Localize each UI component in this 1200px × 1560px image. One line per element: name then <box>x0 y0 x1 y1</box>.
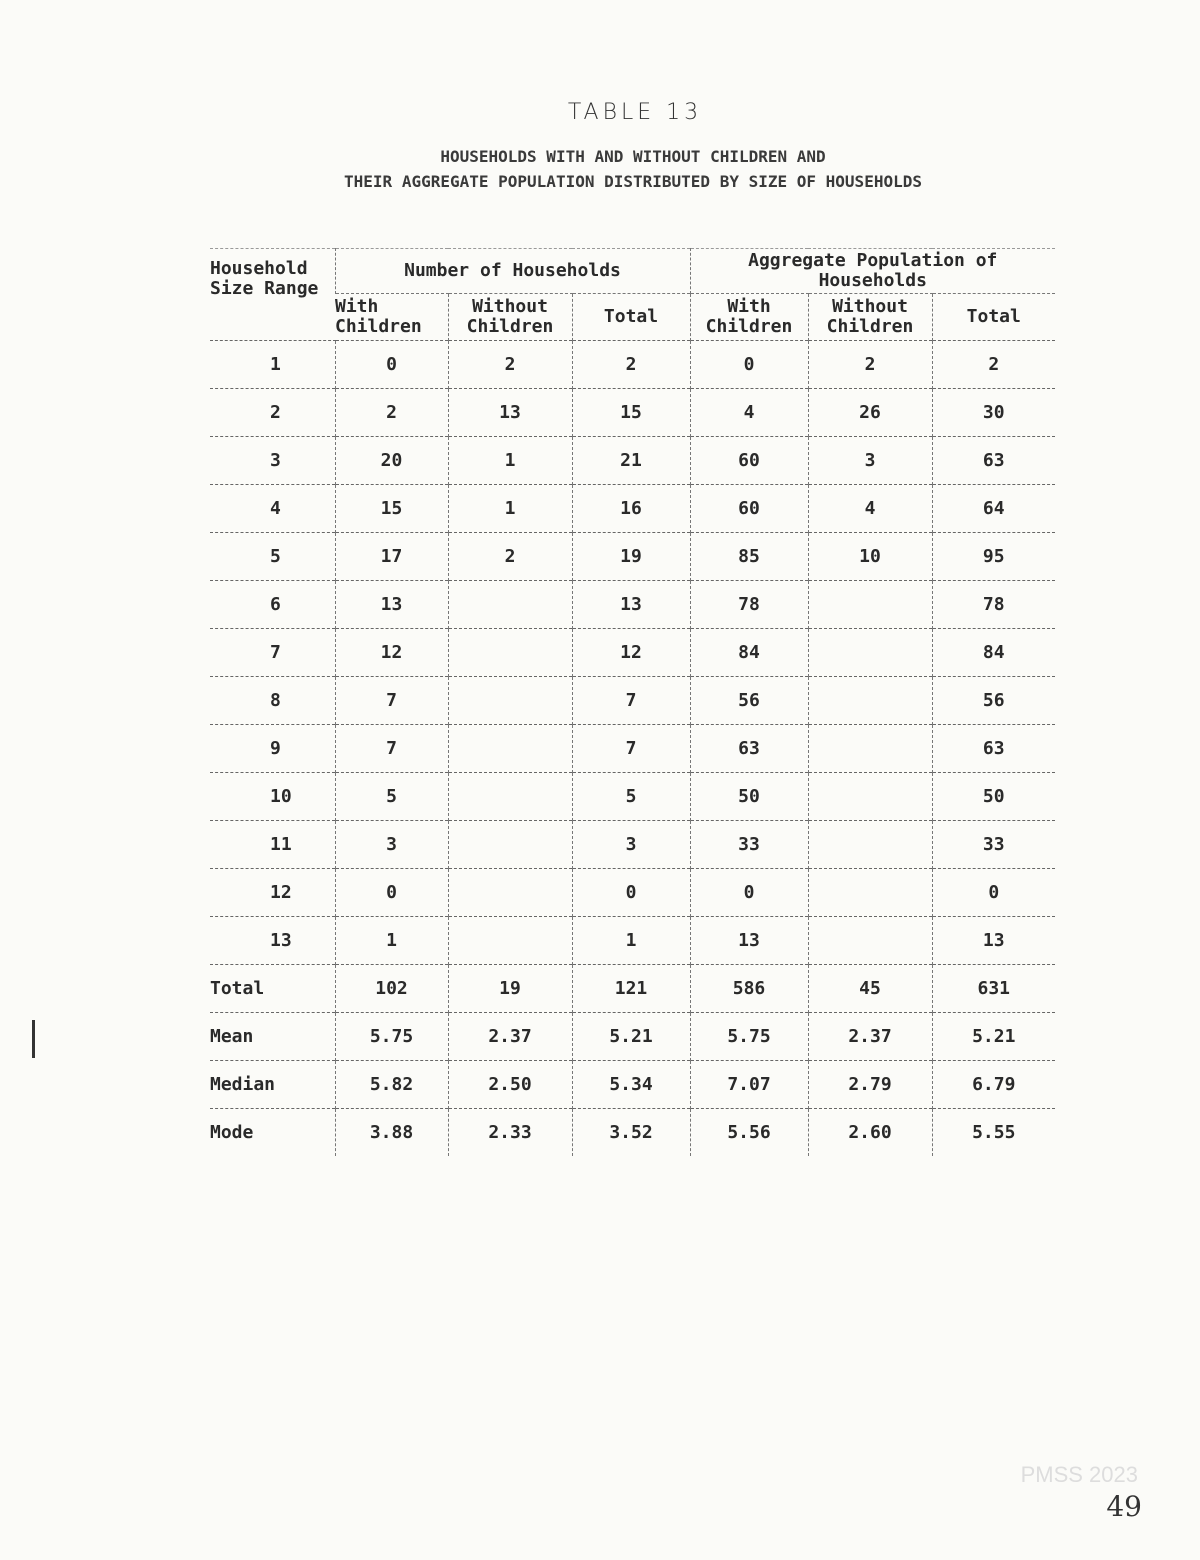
table-cell: 5 <box>335 773 448 821</box>
table-row <box>210 437 1055 485</box>
table-cell: 63 <box>690 725 808 773</box>
table-row <box>210 533 1055 581</box>
row-label: 4 <box>210 485 335 533</box>
table-cell: 13 <box>448 389 572 437</box>
table-cell: 2 <box>808 341 932 389</box>
table-cell: 19 <box>448 965 572 1013</box>
table-cell <box>448 725 572 773</box>
table-cell: 2 <box>335 389 448 437</box>
table-cell <box>808 629 932 677</box>
table-row <box>210 869 1055 917</box>
table-cell <box>448 821 572 869</box>
table-cell: 12 <box>572 629 690 677</box>
table-cell: 6.79 <box>932 1061 1055 1109</box>
header-pop-with-children: With Children <box>690 294 808 341</box>
table-cell: 13 <box>572 581 690 629</box>
table-cell: 0 <box>572 869 690 917</box>
row-label: 9 <box>210 725 335 773</box>
table-cell: 26 <box>808 389 932 437</box>
table-cell: 85 <box>690 533 808 581</box>
table-cell: 7 <box>335 677 448 725</box>
table-cell: 16 <box>572 485 690 533</box>
table-cell: 7.07 <box>690 1061 808 1109</box>
table-cell <box>808 821 932 869</box>
table-row <box>210 917 1055 965</box>
header-size-range: Household Size Range <box>210 258 319 299</box>
stat-row <box>210 1109 1055 1157</box>
households-table <box>210 248 1055 1156</box>
table-cell: 84 <box>932 629 1055 677</box>
table-cell: 7 <box>572 725 690 773</box>
table-cell: 2 <box>572 341 690 389</box>
table-row <box>210 389 1055 437</box>
table-title: TABLE 13 <box>567 100 703 125</box>
table-cell: 2 <box>448 533 572 581</box>
table-cell <box>448 869 572 917</box>
table-cell: 102 <box>335 965 448 1013</box>
table-cell: 50 <box>932 773 1055 821</box>
row-label: 3 <box>210 437 335 485</box>
table-cell: 13 <box>932 917 1055 965</box>
row-label: 13 <box>210 917 335 965</box>
table-cell: 5.75 <box>690 1013 808 1061</box>
table-cell: 0 <box>690 341 808 389</box>
row-label: 7 <box>210 629 335 677</box>
table-cell: 13 <box>335 581 448 629</box>
table-cell: 2.37 <box>808 1013 932 1061</box>
table-cell: 2 <box>932 341 1055 389</box>
table-cell <box>448 581 572 629</box>
header-pop-without-children: Without Children <box>808 294 932 341</box>
table-cell: 64 <box>932 485 1055 533</box>
table-cell: 5.56 <box>690 1109 808 1157</box>
table-subtitle-line-1: HOUSEHOLDS WITH AND WITHOUT CHILDREN AND <box>440 147 826 166</box>
table-cell <box>808 773 932 821</box>
table-cell: 5.34 <box>572 1061 690 1109</box>
table-row <box>210 821 1055 869</box>
table-cell: 586 <box>690 965 808 1013</box>
table-cell <box>448 629 572 677</box>
table-row <box>210 485 1055 533</box>
table-cell: 10 <box>808 533 932 581</box>
table-cell: 95 <box>932 533 1055 581</box>
row-label: Mean <box>210 1013 335 1061</box>
table-cell: 2.60 <box>808 1109 932 1157</box>
table-cell: 13 <box>690 917 808 965</box>
header-without-children: Without Children <box>448 294 572 341</box>
table-cell: 2.50 <box>448 1061 572 1109</box>
row-label: 8 <box>210 677 335 725</box>
table-cell: 56 <box>690 677 808 725</box>
header-with-children: With Children <box>335 294 448 341</box>
table-cell: 50 <box>690 773 808 821</box>
table-cell: 33 <box>690 821 808 869</box>
table-cell: 15 <box>572 389 690 437</box>
table-cell: 20 <box>335 437 448 485</box>
table-cell: 15 <box>335 485 448 533</box>
table-cell: 56 <box>932 677 1055 725</box>
table-cell: 63 <box>932 437 1055 485</box>
header-pop-total: Total <box>932 294 1055 341</box>
header-number-of-households: Number of Households <box>335 249 690 294</box>
row-label: 1 <box>210 341 335 389</box>
table-row <box>210 773 1055 821</box>
table-cell: 2 <box>448 341 572 389</box>
table-cell: 60 <box>690 485 808 533</box>
header-total: Total <box>572 294 690 341</box>
table-cell <box>808 677 932 725</box>
table-cell: 121 <box>572 965 690 1013</box>
table-cell: 7 <box>335 725 448 773</box>
table-cell: 0 <box>690 869 808 917</box>
page-number: 49 <box>1106 1490 1142 1523</box>
table-cell <box>808 869 932 917</box>
table-cell: 5.21 <box>572 1013 690 1061</box>
table-cell: 63 <box>932 725 1055 773</box>
row-label: 2 <box>210 389 335 437</box>
margin-mark <box>32 1020 35 1058</box>
table-cell <box>448 677 572 725</box>
table-row <box>210 677 1055 725</box>
table-cell: 0 <box>335 869 448 917</box>
table-cell: 1 <box>335 917 448 965</box>
table-cell: 2.33 <box>448 1109 572 1157</box>
table-cell: 2.37 <box>448 1013 572 1061</box>
table-row <box>210 629 1055 677</box>
table-cell <box>448 917 572 965</box>
table-cell: 78 <box>690 581 808 629</box>
table-cell: 78 <box>932 581 1055 629</box>
table-cell: 30 <box>932 389 1055 437</box>
table-cell: 0 <box>335 341 448 389</box>
table-row <box>210 581 1055 629</box>
table-subtitle-line-2: THEIR AGGREGATE POPULATION DISTRIBUTED BY SIZE OF HOUSEHOLDS <box>344 172 922 191</box>
table-cell: 5.75 <box>335 1013 448 1061</box>
watermark: PMSS 2023 <box>1020 1462 1138 1487</box>
stat-row <box>210 1061 1055 1109</box>
table-cell: 4 <box>808 485 932 533</box>
row-label: 10 <box>210 773 335 821</box>
row-label: 5 <box>210 533 335 581</box>
table-cell: 5.21 <box>932 1013 1055 1061</box>
stat-row <box>210 965 1055 1013</box>
table-cell: 4 <box>690 389 808 437</box>
table-cell: 21 <box>572 437 690 485</box>
row-label: 11 <box>210 821 335 869</box>
table-row <box>210 725 1055 773</box>
table-cell: 7 <box>572 677 690 725</box>
table-row <box>210 341 1055 389</box>
table-cell: 12 <box>335 629 448 677</box>
table-cell: 5.55 <box>932 1109 1055 1157</box>
table-cell: 3.88 <box>335 1109 448 1157</box>
table-cell <box>808 581 932 629</box>
row-label: Median <box>210 1061 335 1109</box>
table-cell: 3 <box>808 437 932 485</box>
table-cell: 2.79 <box>808 1061 932 1109</box>
table-cell: 45 <box>808 965 932 1013</box>
table-cell: 1 <box>448 485 572 533</box>
table-cell: 60 <box>690 437 808 485</box>
row-label: 6 <box>210 581 335 629</box>
table-cell: 1 <box>448 437 572 485</box>
table-cell: 19 <box>572 533 690 581</box>
row-label: 12 <box>210 869 335 917</box>
table-cell: 5.82 <box>335 1061 448 1109</box>
table-cell: 17 <box>335 533 448 581</box>
table-cell: 3 <box>335 821 448 869</box>
table-cell: 631 <box>932 965 1055 1013</box>
table-cell <box>808 917 932 965</box>
table-cell: 3.52 <box>572 1109 690 1157</box>
header-aggregate-population: Aggregate Population of Households <box>690 249 1055 294</box>
stat-row <box>210 1013 1055 1061</box>
table-cell: 3 <box>572 821 690 869</box>
row-label: Mode <box>210 1109 335 1157</box>
table-cell <box>448 773 572 821</box>
table-cell: 33 <box>932 821 1055 869</box>
table-cell <box>808 725 932 773</box>
table-cell: 0 <box>932 869 1055 917</box>
row-label: Total <box>210 965 335 1013</box>
table-cell: 1 <box>572 917 690 965</box>
table-cell: 84 <box>690 629 808 677</box>
table-cell: 5 <box>572 773 690 821</box>
